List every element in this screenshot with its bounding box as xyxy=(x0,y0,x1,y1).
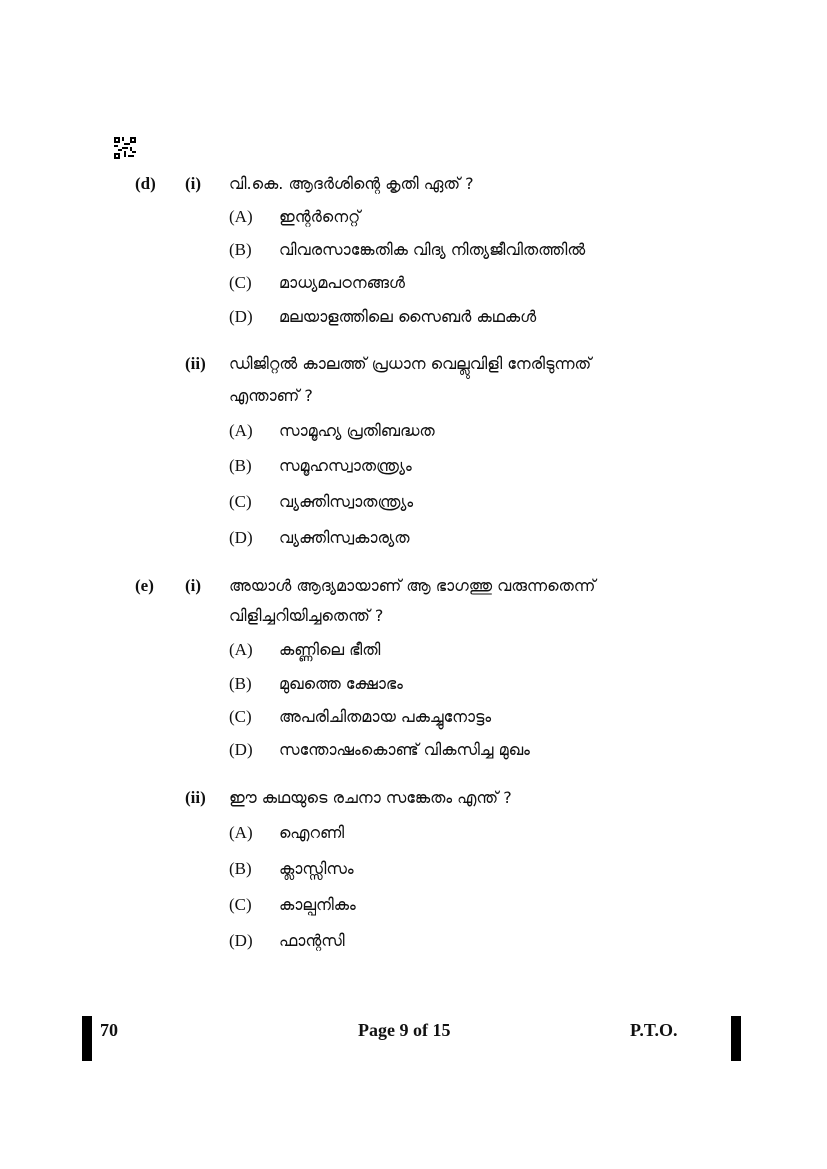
option-letter: (D) xyxy=(229,931,253,950)
option-letter: (C) xyxy=(229,707,252,726)
question-e-i-text-line1: അയാൾ ആദ്യമായാണ് ആ ഭാഗത്തു വരുന്നതെന്ന് xyxy=(229,576,596,595)
footer-right-bar xyxy=(731,1016,741,1061)
option-text: മാധ്യമപഠനങ്ങൾ xyxy=(279,273,405,292)
option-letter: (B) xyxy=(229,859,252,878)
option-letter: (A) xyxy=(229,421,253,440)
qr-code xyxy=(114,137,136,159)
question-d-i-text: വി.കെ. ആദർശിന്റെ കൃതി ഏത് ? xyxy=(229,174,474,193)
option-text: ഐറണി xyxy=(279,823,345,842)
option-text: മലയാളത്തിലെ സൈബർ കഥകൾ xyxy=(279,307,537,326)
option-letter: (A) xyxy=(229,207,253,226)
option-letter: (B) xyxy=(229,240,252,259)
option-letter: (B) xyxy=(229,674,252,693)
option-letter: (C) xyxy=(229,273,252,292)
question-e-i-label: (i) xyxy=(185,576,202,595)
option-text: ഫാന്റസി xyxy=(279,931,345,950)
option-letter: (D) xyxy=(229,307,253,326)
option-letter: (D) xyxy=(229,528,253,547)
pto-label: P.T.O. xyxy=(630,1020,678,1040)
option-letter: (C) xyxy=(229,895,252,914)
question-d-label: (d) xyxy=(135,174,156,193)
question-e-label: (e) xyxy=(135,576,154,595)
option-text: കണ്ണിലെ ഭീതി xyxy=(279,640,381,659)
page-number: Page 9 of 15 xyxy=(358,1020,451,1040)
question-d-i-label: (i) xyxy=(185,174,202,193)
option-text: വിവരസാങ്കേതിക വിദ്യ നിത്യജീവിതത്തിൽ xyxy=(279,240,586,259)
option-letter: (B) xyxy=(229,456,252,475)
footer-left-bar xyxy=(82,1016,92,1061)
paper-code: 70 xyxy=(100,1020,118,1040)
option-letter: (C) xyxy=(229,492,252,511)
option-text: സാമൂഹ്യ പ്രതിബദ്ധത xyxy=(279,421,435,440)
question-e-i-text-line2: വിളിച്ചറിയിച്ചതെന്ത് ? xyxy=(229,606,384,625)
option-text: മുഖത്തെ ക്ഷോഭം xyxy=(279,674,403,693)
option-text: വ്യക്തിസ്വാതന്ത്ര്യം xyxy=(279,492,414,511)
option-letter: (D) xyxy=(229,740,253,759)
question-e-ii-label: (ii) xyxy=(185,788,206,807)
option-text: സന്തോഷംകൊണ്ട് വികസിച്ച മുഖം xyxy=(279,740,530,759)
option-text: ഇന്റർനെറ്റ് xyxy=(279,207,361,226)
option-letter: (A) xyxy=(229,823,253,842)
option-text: സമൂഹസ്വാതന്ത്ര്യം xyxy=(279,456,412,475)
option-letter: (A) xyxy=(229,640,253,659)
question-d-ii-text-line1: ഡിജിറ്റൽ കാലത്ത് പ്രധാന വെല്ലുവിളി നേരിടുന്നത് xyxy=(229,354,592,373)
option-text: വ്യക്തിസ്വകാര്യത xyxy=(279,528,410,547)
question-e-ii-text: ഈ കഥയുടെ രചനാ സങ്കേതം എന്ത് ? xyxy=(229,788,512,807)
option-text: ക്ലാസ്സിസം xyxy=(279,859,354,878)
option-text: കാല്പനികം xyxy=(279,895,356,914)
question-d-ii-label: (ii) xyxy=(185,354,206,373)
option-text: അപരിചിതമായ പകച്ചുനോട്ടം xyxy=(279,707,492,726)
question-d-ii-text-line2: എന്താണ് ? xyxy=(229,386,313,405)
